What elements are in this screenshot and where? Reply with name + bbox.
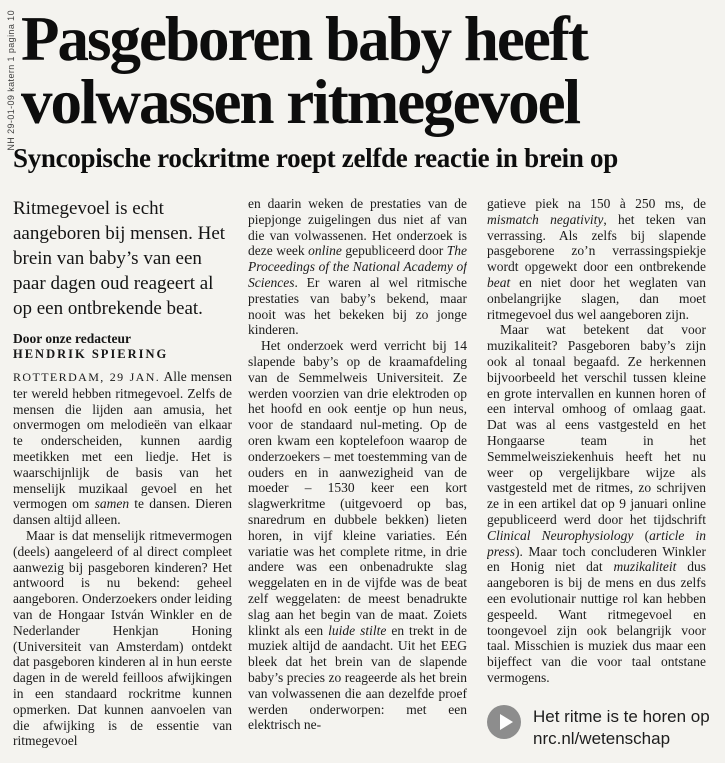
byline-label: Door onze redacteur [13, 331, 131, 346]
italic-run: article in press [487, 527, 706, 559]
italic-run: online [308, 243, 342, 259]
text-run: en daarin weken de prestaties van de piepjonge zuigelingen dus niet af van die van volwassenen. Het onderzoek is deze week [248, 196, 467, 259]
article-paragraph [13, 528, 232, 749]
play-triangle-icon [500, 714, 513, 730]
italic-run: mismatch negativity [487, 211, 604, 227]
footer-line1: Het ritme is te horen op [533, 707, 710, 726]
text-run: gepubliceerd door [341, 243, 447, 259]
text-run: en niet door het weglaten van onbelangrijke slagen, dan moet ritmegevoel dus wel aangeboren zijn. [487, 274, 706, 322]
headline-line1: Pasgeboren baby heeft [21, 4, 587, 74]
column-3-body [487, 196, 706, 763]
text-run: Alle mensen ter wereld hebben ritmegevoel. Zelfs de mensen die lijden aan amusia, het onvermogen om melodieën van elkaar te onderscheiden, kunnen aardig meetikken met een liedje. Het is waarschijnlijk de basis van het menselijk muzikaal gevoel en het vermogen om [13, 369, 232, 512]
text-run: . Er waren al wel ritmische prestaties van baby’s bekend, maar nooit was het bekeken bij zo jonge kinderen. [248, 274, 467, 338]
subhead: Syncopische rockritme roept zelfde reactie in brein op [13, 143, 618, 173]
italic-run: The Proceedings of the National Academy of Sciences [248, 243, 467, 290]
italic-run: Clinical Neurophysiology [487, 527, 634, 543]
play-icon [487, 705, 521, 739]
text-run: dus aangeboren is bij de mens en dus zelfs een evolutionair nuttige rol kan hebben gespeeld. Want ritmegevoel en toongevoel zijn ook belangrijk voor taal. Misschien is muziek dus maar een bijeffect van die voor taal ontstane vermogens. [487, 559, 706, 685]
edition-tag: NH 29-01-09 katern 1 pagina 10 [6, 10, 16, 151]
text-run: ). Maar toch concluderen Winkler en Honig niet dat [487, 543, 706, 575]
text-run: Maar wat betekent dat voor muzikaliteit? Pasgeboren baby’s zijn ook al tonaal begaafd. Ze herkennen bijvoorbeeld het verschil tussen kleine en grote intervallen en kunnen horen of een interval omhoog of omlaag gaat. Dat was al eens vastgesteld en het Hongaarse team in het Semmelweisziekenhuis heeft het nu weer op vergelijkbare wijze als vastgesteld met de ritmes, zo schrijven ze in een artikel dat op 9 januari online gepubliceerd werd door het tijdschrift [487, 322, 706, 527]
text-run: ( [633, 527, 650, 543]
article-paragraph [13, 369, 232, 528]
text-run: gatieve piek na 150 à 250 ms, de [487, 196, 706, 211]
article-paragraph [248, 338, 467, 733]
text-run: Maar is dat menselijk ritmevermogen (deels) aangeleerd of al direct compleet aanwezig bij pasgeboren kinderen? Het antwoord is nu bekend: geheel aangeboren. Onderzoekers onder leiding van de Hongaar István Winkler en de Nederlander Henkjan Honing (Universiteit van Amsterdam) ontdekt dat pasgeboren kinderen al in hun eerste dagen in de wereld feilloos afwijkingen in een standaard rockritme kunnen opmerken. Dat kunnen aanvoelen van die afwijking is de essentie van ritmegevoel [13, 527, 232, 749]
audio-footer [487, 705, 717, 750]
text-run: , het teken van verrassing. Als zelfs bij slapende pasgeborene zo’n verrassingspiekje wordt opgewekt door een ontbrekende [487, 211, 706, 275]
italic-run: samen [94, 496, 130, 512]
italic-run: muzikaliteit [613, 559, 677, 575]
dateline-run: ROTTERDAM, 29 JAN. [13, 370, 161, 384]
column-1-body [13, 369, 232, 749]
article-paragraph [487, 322, 706, 685]
headline [21, 4, 587, 137]
lede-paragraph: Ritmegevoel is echt aangeboren bij mensen. Het brein van baby’s van een paar dagen oud reageert al op een ontbrekende beat. [13, 198, 226, 319]
column-2-body [248, 196, 467, 763]
footer-text [533, 705, 710, 750]
article-paragraph [487, 196, 706, 322]
footer-line2: nrc.nl/wetenschap [533, 729, 671, 748]
text-run: te dansen. Dieren dansen altijd alleen. [13, 496, 232, 528]
italic-run: luide stilte [328, 622, 387, 638]
headline-line2: volwassen ritmegevoel [21, 67, 580, 137]
text-run: Het onderzoek werd verricht bij 14 slapende baby’s op de kraamafdeling van de Semmelweis Universiteit. Ze werden voorzien van drie elektroden op het hoofd en ook eentje op hun neus, voor de standaard nul-meting. Op de oren kwam een koptelefoon waarop de onderzoekers – met toestemming van de ouders en in aanwezigheid van de moeder – 1530 keer een kort slagwerkritme (uitgevoerd op bas, snaredrum en dubbele bekken) lieten horen, in vijf kleine variaties. Eén variatie was het complete ritme, in drie andere was een onbenadrukte slag weggelaten en in de vijfde was de beat zelf weggelaten: de meest benadrukte slag aan het begin van de maat. Zoiets klinkt als een [248, 338, 467, 638]
column-1 [13, 196, 232, 763]
italic-run: beat [487, 274, 511, 290]
byline-author: HENDRIK SPIERING [13, 347, 169, 361]
text-run: en trekt in de muziek altijd de aandacht. Uit het EEG bleek dat het brein van de slapende baby’s precies zo reageerde als het brein van volwassenen die aan dezelfde proef werden onderworpen: met een elektrisch ne- [248, 622, 467, 733]
article-paragraph [248, 196, 467, 338]
